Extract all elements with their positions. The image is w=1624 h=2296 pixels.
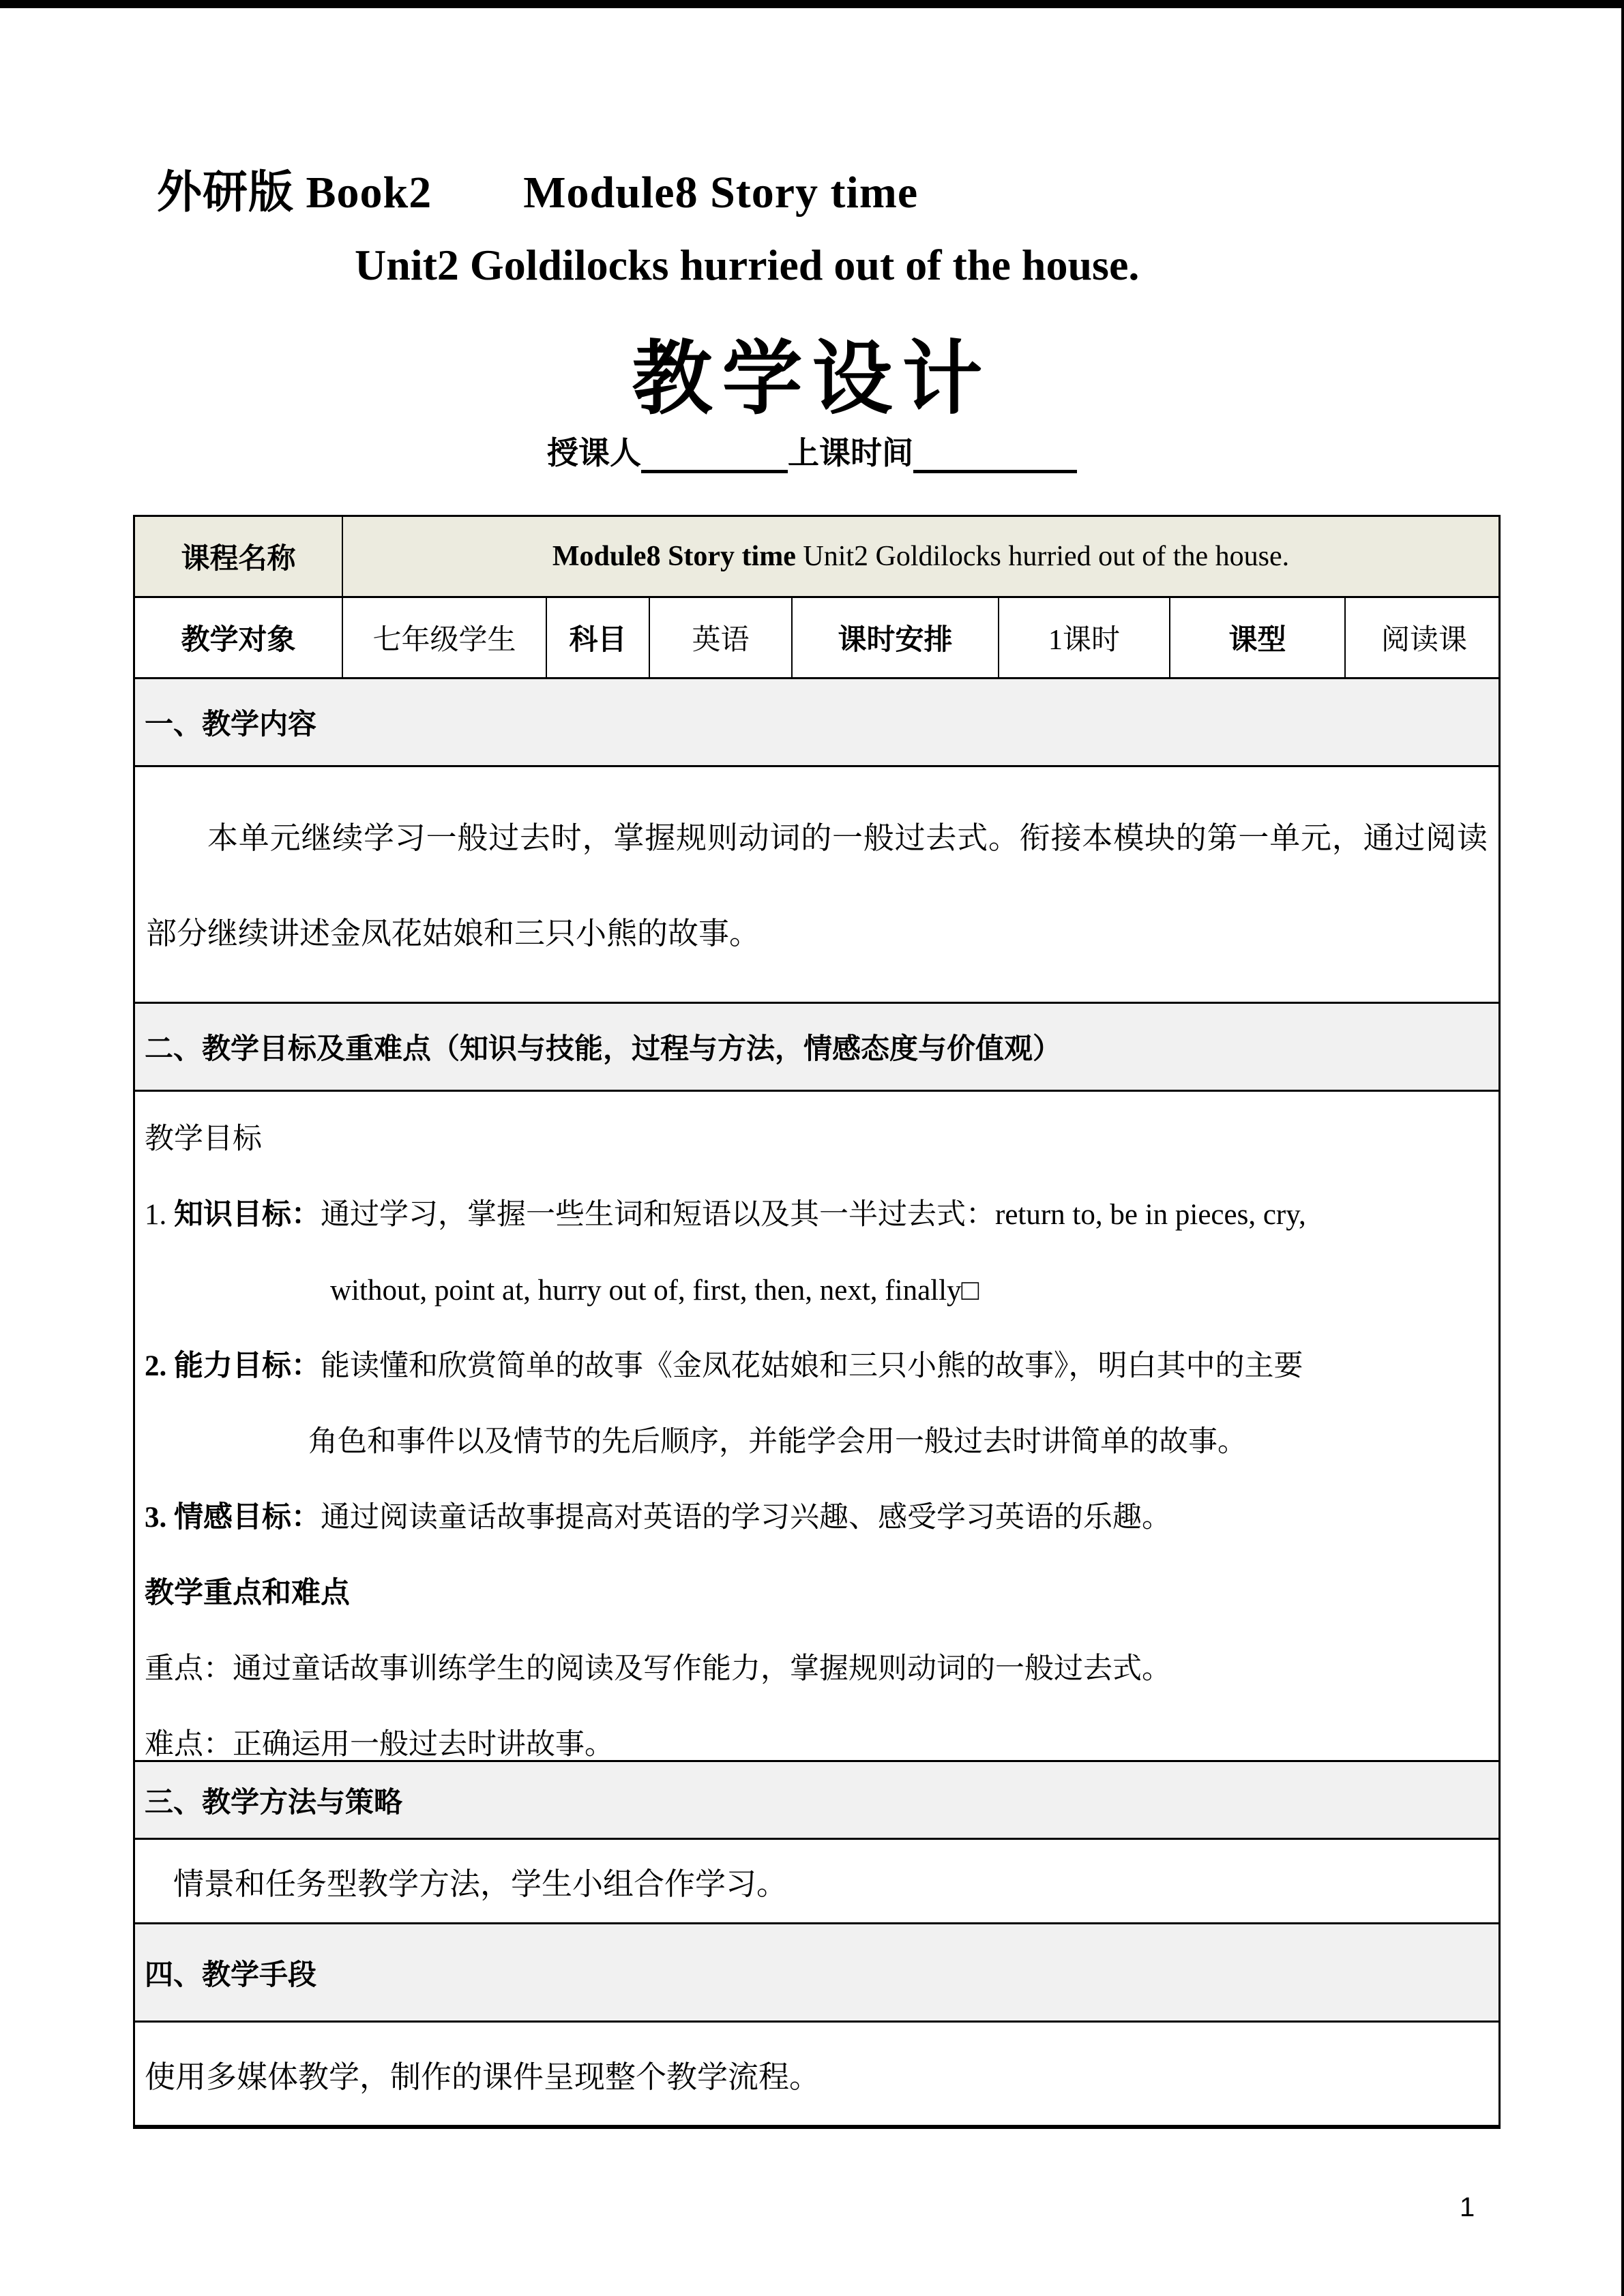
goal2-continuation: 角色和事件以及情节的先后顺序，并能学会用一般过去时讲简单的故事。: [308, 1426, 1247, 1458]
goal1-number: 1.: [145, 1199, 174, 1231]
type-label: 课型: [1169, 598, 1344, 677]
section4-header-row: [135, 1924, 1498, 2023]
section3-header-row: [135, 1762, 1498, 1840]
course-name-value: [342, 517, 1498, 596]
period-value: 1课时: [998, 598, 1169, 677]
section1-body-row: [135, 790, 1498, 1004]
section1-paragraph: 本单元继续学习一般过去时，掌握规则动词的一般过去式。衔接本模块的第一单元，通过阅读部分继续讲述金凤花姑娘和三只小熊的故事。: [146, 821, 1488, 951]
target-label: 教学对象: [181, 625, 296, 656]
section4-header: 四、教学手段: [135, 1924, 1498, 2021]
instructor-label: 授课人: [547, 436, 641, 471]
goal2-label: 能力目标：: [174, 1350, 321, 1382]
course-info-row: [135, 598, 1498, 679]
course-name-unit: Unit2 Goldilocks hurried out of the house.: [795, 541, 1290, 572]
section2-header-row: [135, 1004, 1498, 1092]
lesson-plan-table: [133, 515, 1501, 2129]
goal1-line: [145, 1177, 1489, 1253]
goal3-line: [145, 1480, 1489, 1555]
goal1-text: 通过学习，掌握一些生词和短语以及其一半过去式：return to, be in pieces, cry,: [321, 1199, 1306, 1231]
section3-body-row: [135, 1840, 1498, 1924]
goal2-number: 2.: [145, 1350, 174, 1382]
target-value: 七年级学生: [342, 598, 546, 677]
instructor-blank-line: [641, 434, 788, 473]
section1-header: 一、教学内容: [135, 679, 1498, 765]
type-value: 阅读课: [1344, 598, 1503, 677]
goal3-number: 3.: [145, 1502, 174, 1534]
document-main-title: 教学设计: [632, 335, 992, 424]
difficult-point-line: 难点：正确运用一般过去时讲故事。: [145, 1729, 614, 1761]
section2-header: 二、教学目标及重难点（知识与技能，过程与方法，情感态度与价值观）: [135, 1004, 1498, 1090]
goal2-text: 能读懂和欣赏简单的故事《金凤花姑娘和三只小熊的故事》，明白其中的主要: [321, 1350, 1303, 1382]
goals-title: 教学目标: [145, 1123, 262, 1155]
section3-paragraph: 情景和任务型教学方法，学生小组合作学习。: [173, 1867, 788, 1901]
course-name-row: [135, 517, 1498, 598]
subject-label: 科目: [546, 598, 649, 677]
goal1-continuation: without, point at, hurry out of, first, then, next, finally□: [330, 1274, 979, 1307]
instructor-line: [0, 428, 1624, 473]
section3-header: 三、教学方法与策略: [135, 1762, 1498, 1838]
section4-paragraph: 使用多媒体教学，制作的课件呈现整个教学流程。: [145, 2059, 821, 2094]
section2-body-row: [135, 1092, 1498, 1762]
goal1-label: 知识目标：: [174, 1199, 321, 1231]
goal2-line: [145, 1328, 1489, 1404]
goal3-text: 通过阅读童话故事提高对英语的学习兴趣、感受学习英语的乐趣。: [321, 1502, 1171, 1534]
document-title-line1: 外研版 Book2 Module8 Story time: [157, 168, 919, 218]
course-name-module: Module8 Story time: [552, 541, 796, 572]
scan-edge-top: [0, 0, 1624, 8]
class-time-blank-line: [913, 434, 1077, 473]
key-point-line: 重点：通过童话故事训练学生的阅读及写作能力，掌握规则动词的一般过去式。: [145, 1653, 1171, 1685]
page-number: 1: [1460, 2192, 1475, 2222]
course-name-label: 课程名称: [135, 517, 342, 596]
goal3-label: 情感目标：: [174, 1502, 321, 1534]
document-title-line2: Unit2 Goldilocks hurried out of the house.: [355, 241, 1140, 289]
period-label: 课时安排: [791, 598, 998, 677]
class-time-label: 上课时间: [788, 436, 913, 471]
key-points-title: 教学重点和难点: [145, 1577, 350, 1609]
subject-value: 英语: [649, 598, 791, 677]
section1-header-row: [135, 679, 1498, 767]
section4-body-row: [135, 2023, 1498, 2127]
